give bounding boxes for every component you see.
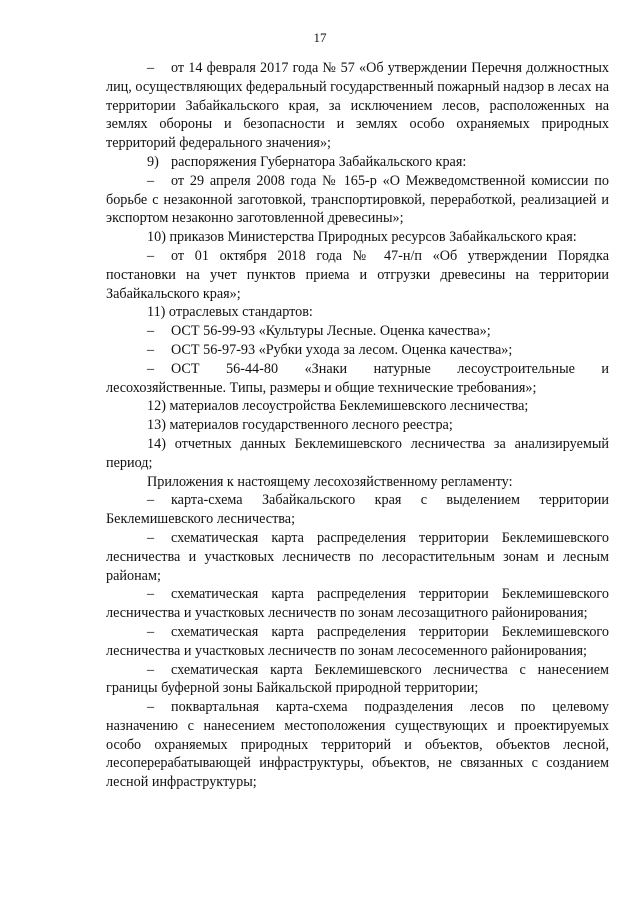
paragraph: [106, 473, 609, 492]
item-number: 9): [147, 153, 159, 170]
dash-list-item: [106, 172, 609, 228]
paragraph-text: схематическая карта распределения территории Беклемишевского лесничества и участковых лесничеств по зонам лесосеменного районирования;: [106, 623, 609, 659]
dash-bullet: –: [147, 172, 155, 189]
paragraph-text: 10) приказов Министерства Природных ресурсов Забайкальского края:: [147, 229, 577, 246]
dash-list-item: [106, 698, 609, 792]
paragraph: [106, 228, 609, 247]
paragraph-text: ОСТ 56-99-93 «Культуры Лесные. Оценка качества»;: [171, 323, 491, 340]
dash-bullet: –: [147, 529, 155, 546]
dash-bullet: –: [147, 661, 155, 678]
dash-list-item: [106, 661, 609, 699]
dash-list-item: [106, 322, 609, 341]
paragraph-text: ОСТ 56-97-93 «Рубки ухода за лесом. Оценка качества»;: [171, 341, 513, 358]
paragraph-text: схематическая карта Беклемишевского лесничества с нанесением границы буферной зоны Байкальской природной территории;: [106, 661, 609, 697]
paragraph-text: схематическая карта распределения территории Беклемишевского лесничества и участковых лесничеств по лесорастительным зонам и лесным районам;: [106, 529, 609, 584]
paragraph: [106, 303, 609, 322]
dash-bullet: –: [147, 247, 155, 264]
paragraph: [106, 153, 609, 172]
paragraph-text: карта-схема Забайкальского края с выделением территории Беклемишевского лесничества;: [106, 492, 609, 528]
dash-list-item: [106, 247, 609, 303]
dash-bullet: –: [147, 323, 155, 340]
dash-bullet: –: [147, 699, 155, 716]
paragraph-text: ОСТ 56-44-80 «Знаки натурные лесоустроительные и лесохозяйственные. Типы, размеры и общие технические требования»;: [106, 360, 609, 396]
paragraph-text: 14) отчетных данных Беклемишевского лесничества за анализируемый период;: [106, 435, 609, 471]
dash-bullet: –: [147, 586, 155, 603]
paragraph-text: 13) материалов государственного лесного реестра;: [147, 417, 453, 434]
dash-list-item: [106, 341, 609, 360]
paragraph: [106, 435, 609, 473]
dash-bullet: –: [147, 360, 155, 377]
dash-bullet: –: [147, 60, 155, 76]
paragraph-text: распоряжения Губернатора Забайкальского края:: [171, 153, 467, 170]
dash-bullet: –: [147, 341, 155, 358]
dash-list-item: [106, 59, 609, 153]
paragraph: [106, 397, 609, 416]
paragraph-text: схематическая карта распределения территории Беклемишевского лесничества и участковых лесничеств по зонам лесозащитного районирования;: [106, 586, 609, 622]
paragraph-text: 12) материалов лесоустройства Беклемишевского лесничества;: [147, 398, 529, 415]
dash-list-item: [106, 529, 609, 585]
dash-list-item: [106, 623, 609, 661]
dash-list-item: [106, 360, 609, 398]
dash-bullet: –: [147, 623, 155, 640]
paragraph-text: от 14 февраля 2017 года № 57 «Об утверждении Перечня должностных лиц, осуществляющих федеральный государственный пожарный надзор в лесах на территории Забайкальского края, за исключением лесов, расположенных на землях обороны и безопасности и землях особо охраняемых природных территорий федерального значения»;: [106, 60, 609, 152]
paragraph-text: поквартальная карта-схема подразделения лесов по целевому назначению с нанесением местоположения существующих и проектируемых особо охраняемых природных территорий и объектов, объектов лесной, лесоперерабатывающей инфраструктуры, объектов, не связанных с созданием лесной инфраструктуры;: [106, 699, 609, 791]
page-number: 17: [313, 30, 327, 45]
paragraph-text: Приложения к настоящему лесохозяйственному регламенту:: [147, 473, 513, 490]
paragraph-text: 11) отраслевых стандартов:: [147, 304, 313, 321]
dash-bullet: –: [147, 492, 155, 509]
paragraph-text: от 29 апреля 2008 года № 165-р «О Межведомственной комиссии по борьбе с незаконной заготовкой, транспортировкой, переработкой, реализацией и экспортом незаконно заготовленной древесины»;: [106, 172, 609, 227]
document-body: [106, 59, 609, 792]
dash-list-item: [106, 491, 609, 529]
paragraph-text: от 01 октября 2018 года № 47-н/п «Об утверждении Порядка постановки на учет пунктов приема и отгрузки древесины на территории Забайкальского края»;: [106, 247, 609, 302]
dash-list-item: [106, 585, 609, 623]
paragraph: [106, 416, 609, 435]
